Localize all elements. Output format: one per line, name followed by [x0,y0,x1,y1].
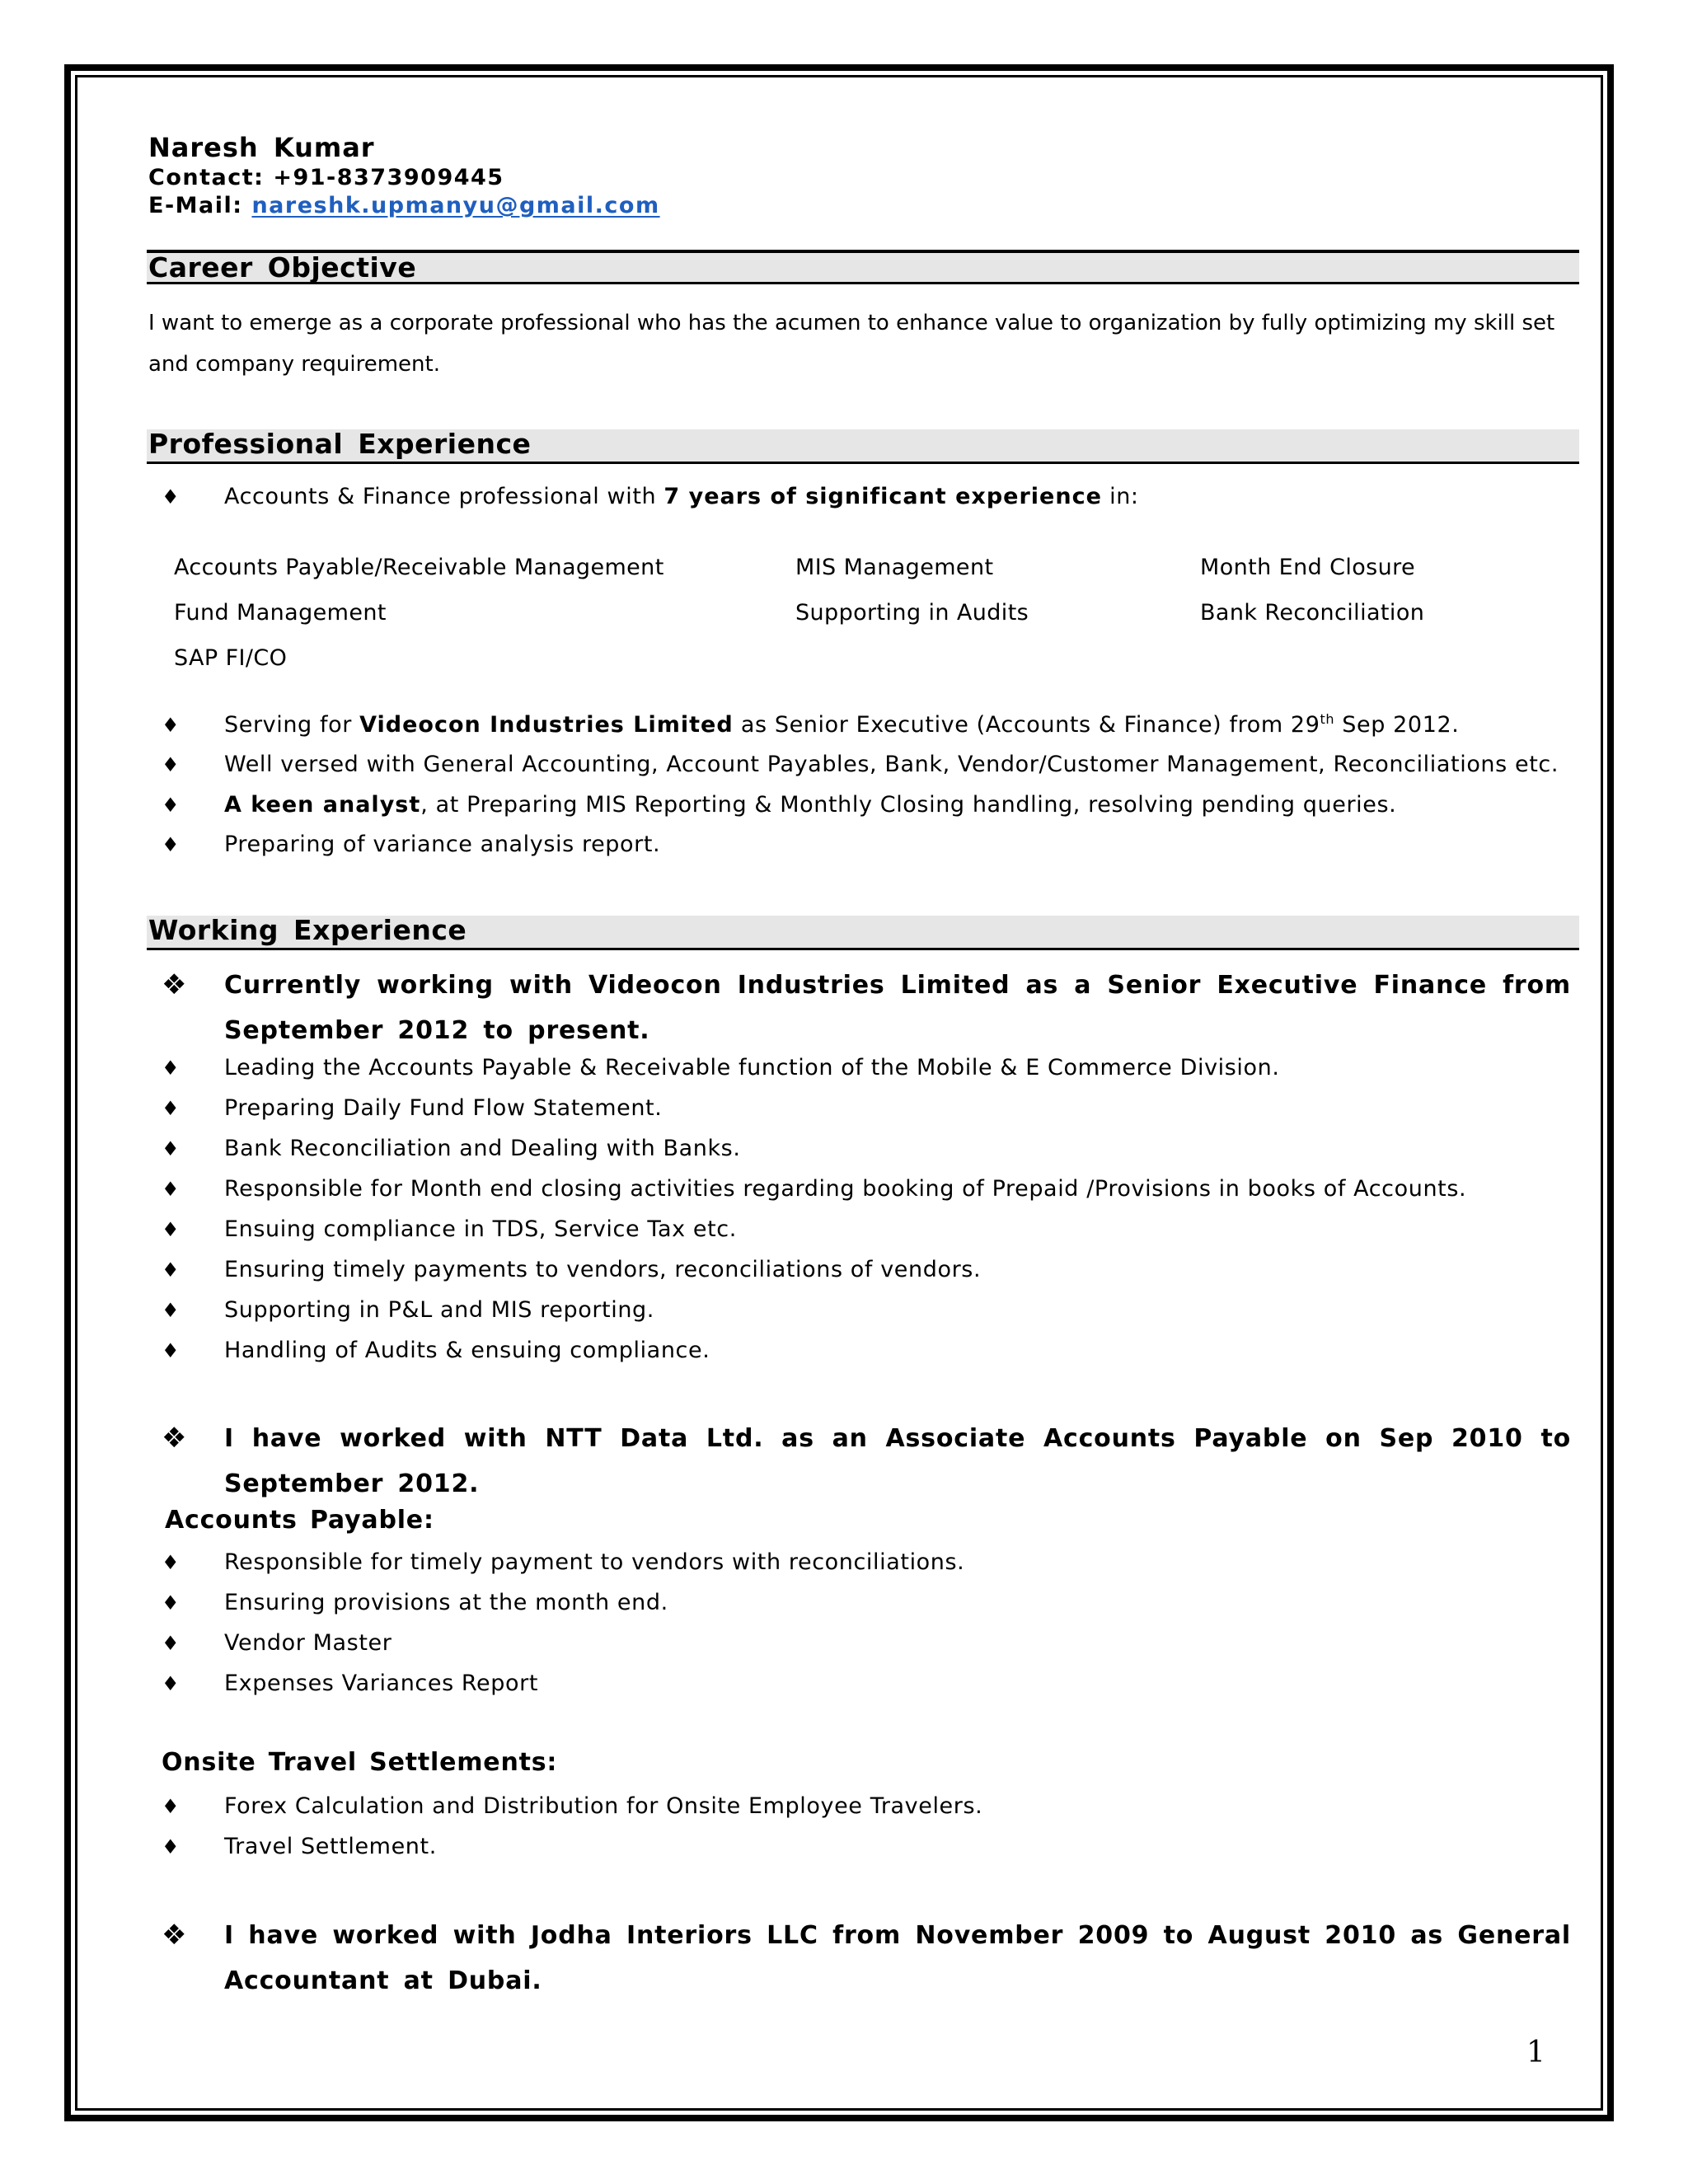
diamond-bullet-icon: ♦ [162,833,180,856]
accounts-payable-heading: Accounts Payable: [165,1506,434,1535]
intro-bold: 7 years of significant experience [663,484,1102,509]
serving-post: Sep 2012. [1334,712,1460,738]
job1-bullet: Ensuing compliance in TDS, Service Tax etc. [224,1216,737,1242]
diamond-bullet-icon: ♦ [162,1835,180,1858]
analyst-post: , at Preparing MIS Reporting & Monthly Closing handling, resolving pending queries. [420,792,1397,818]
skill-item: SAP FI/CO [174,645,288,671]
skill-item: MIS Management [795,555,994,580]
diamond-bullet-icon: ♦ [162,1795,180,1818]
diamond-bullet-icon: ♦ [162,485,180,509]
diamond-bullet-icon: ♦ [162,1339,180,1362]
job1-bullet: Leading the Accounts Payable & Receivable function of the Mobile & E Commerce Division. [224,1055,1280,1080]
skill-item: Fund Management [174,600,387,626]
skill-item: Supporting in Audits [795,600,1029,626]
ap-bullet: Ensuring provisions at the month end. [224,1590,668,1615]
diamond-bullet-icon: ♦ [162,1591,180,1615]
email-link[interactable]: nareshk.upmanyu@gmail.com [251,193,660,218]
travel-bullet: Forex Calculation and Distribution for Onsite Employee Travelers. [224,1793,983,1819]
email-label: E-Mail: [148,193,243,218]
section-professional-experience: Professional Experience [147,429,1579,464]
serving-company: Videocon Industries Limited [359,712,734,738]
job1-bullet: Handling of Audits & ensuing compliance. [224,1338,710,1363]
ap-bullet: Expenses Variances Report [224,1671,539,1696]
diamond-bullet-icon: ♦ [162,1258,180,1282]
four-diamond-bullet-icon: ❖ [162,1422,187,1455]
diamond-bullet-icon: ♦ [162,1057,180,1080]
ap-bullet: Vendor Master [224,1630,392,1656]
candidate-name: Naresh Kumar [148,132,375,163]
section-career-objective: Career Objective [147,250,1579,284]
diamond-bullet-icon: ♦ [162,1299,180,1322]
diamond-bullet-icon: ♦ [162,1632,180,1655]
diamond-bullet-icon: ♦ [162,714,180,737]
diamond-bullet-icon: ♦ [162,1551,180,1574]
skill-item: Accounts Payable/Receivable Management [174,555,664,580]
job-heading: ❖ I have worked with NTT Data Ltd. as an Associate Accounts Payable on Sep 2010 to September 2012. [162,1416,1571,1507]
job1-bullet: Supporting in P&L and MIS reporting. [224,1297,654,1323]
intro-post: in: [1101,484,1139,509]
career-objective-text: I want to emerge as a corporate professional who has the acumen to enhance value to organization by fully optimizing my skill set and company requirement. [148,311,1555,377]
skill-item: Bank Reconciliation [1200,600,1425,626]
travel-bullet: Travel Settlement. [224,1834,437,1859]
email-line [148,192,660,220]
intro-pre: Accounts & Finance professional with [224,484,664,509]
analyst-bold: A keen analyst [224,792,421,818]
four-diamond-bullet-icon: ❖ [162,968,187,1001]
diamond-bullet-icon: ♦ [162,1218,180,1241]
contact-label: Contact: [148,165,265,190]
diamond-bullet-icon: ♦ [162,1097,180,1120]
contact-phone: +91-8373909445 [273,165,504,190]
job1-bullet: Responsible for Month end closing activities regarding booking of Prepaid /Provisions in books of Accounts. [224,1176,1467,1202]
serving-sup: th [1320,711,1335,727]
diamond-bullet-icon: ♦ [162,1137,180,1160]
section-working-experience: Working Experience [147,916,1579,950]
diamond-bullet-icon: ♦ [162,1178,180,1201]
job-heading: ❖ Currently working with Videocon Industries Limited as a Senior Executive Finance from September 2012 to present. [162,963,1571,1053]
job1-bullet: Preparing Daily Fund Flow Statement. [224,1095,663,1121]
skill-item: Month End Closure [1200,555,1416,580]
diamond-bullet-icon: ♦ [162,1672,180,1695]
job1-bullet: Bank Reconciliation and Dealing with Banks. [224,1136,741,1161]
onsite-travel-heading: Onsite Travel Settlements: [162,1748,558,1777]
four-diamond-bullet-icon: ❖ [162,1919,187,1952]
contact-line [148,164,504,192]
variance-text: Preparing of variance analysis report. [224,832,661,857]
diamond-bullet-icon: ♦ [162,794,180,817]
job1-bullet: Ensuring timely payments to vendors, reconciliations of vendors. [224,1257,982,1282]
page-number: 1 [1526,2036,1545,2069]
ap-bullet: Responsible for timely payment to vendors with reconciliations. [224,1549,965,1575]
serving-pre: Serving for [224,712,360,738]
job-heading: ❖ I have worked with Jodha Interiors LLC from November 2009 to August 2010 as General Accountant at Dubai. [162,1913,1571,2004]
serving-mid: as Senior Executive (Accounts & Finance) from 29 [733,712,1320,738]
diamond-bullet-icon: ♦ [162,753,180,776]
versed-text: Well versed with General Accounting, Account Payables, Bank, Vendor/Customer Management, Reconciliations etc. [224,752,1559,777]
